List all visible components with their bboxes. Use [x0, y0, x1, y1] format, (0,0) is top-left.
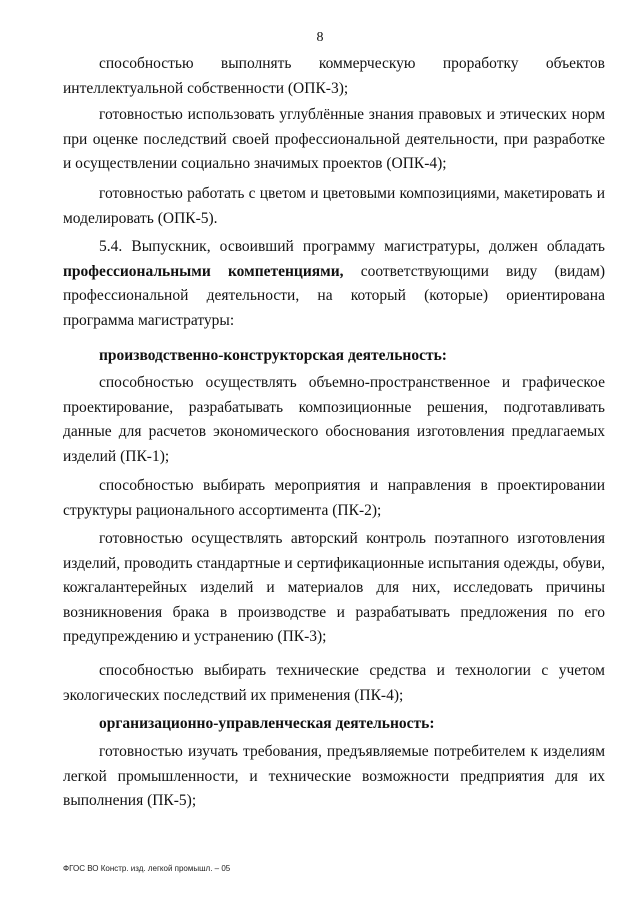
- paragraph-pk-1: способностью осуществлять объемно-пространственное и графическое проектирование, разрабатывать композиционные решения, подготавливать данные для расчетов экономического обоснования изготовления предлагаемых изделий (ПК-1);: [63, 374, 605, 465]
- heading-organizational-management: организационно-управленческая деятельность:: [99, 715, 435, 732]
- paragraph-opk-3: способностью выполнять коммерческую проработку объектов интеллектуальной собственности (ОПК-3);: [63, 55, 605, 97]
- section-lead-text: 5.4. Выпускник, освоивший программу магистратуры, должен обладать: [99, 238, 605, 255]
- paragraph-pk-2: способностью выбирать мероприятия и направления в проектировании структуры рационального ассортимента (ПК-2);: [63, 477, 605, 519]
- page-number: 8: [316, 30, 324, 45]
- paragraph-opk-5: готовностью работать с цветом и цветовыми композициями, макетировать и моделировать (ОПК-5).: [63, 185, 605, 227]
- paragraph-pk-3: готовностью осуществлять авторский контроль поэтапного изготовления изделий, проводить стандартные и сертификационные испытания одежды, обуви, кожгалантерейных изделий и материалов для них, исследовать причины возникновения брака в производстве и разрабатывать предложения по его предупреждению и устранению (ПК-3);: [63, 530, 605, 645]
- paragraph-pk-5: готовностью изучать требования, предъявляемые потребителем к изделиям легкой промышленности, и технические возможности предприятия для их выполнения (ПК-5);: [63, 743, 605, 809]
- paragraph-opk-4: готовностью использовать углублённые знания правовых и этических норм при оценке последствий своей профессиональной деятельности, при разработке и осуществлении социально значимых проектов (ОПК-4);: [63, 106, 605, 172]
- paragraph-section-5-4: [63, 235, 605, 333]
- section-bold-term: профессиональными компетенциями,: [63, 262, 344, 280]
- heading-production-design: производственно-конструкторская деятельность:: [99, 347, 447, 364]
- page-footer: ФГОС ВО Констр. изд. легкой промышл. – 05: [63, 864, 231, 873]
- section-rest-text: соответствующими виду (видам) профессиональной деятельности, на который (которые) ориентирована программа магистратуры:: [63, 262, 605, 329]
- paragraph-pk-4: способностью выбирать технические средства и технологии с учетом экологических последствий их применения (ПК-4);: [63, 662, 605, 704]
